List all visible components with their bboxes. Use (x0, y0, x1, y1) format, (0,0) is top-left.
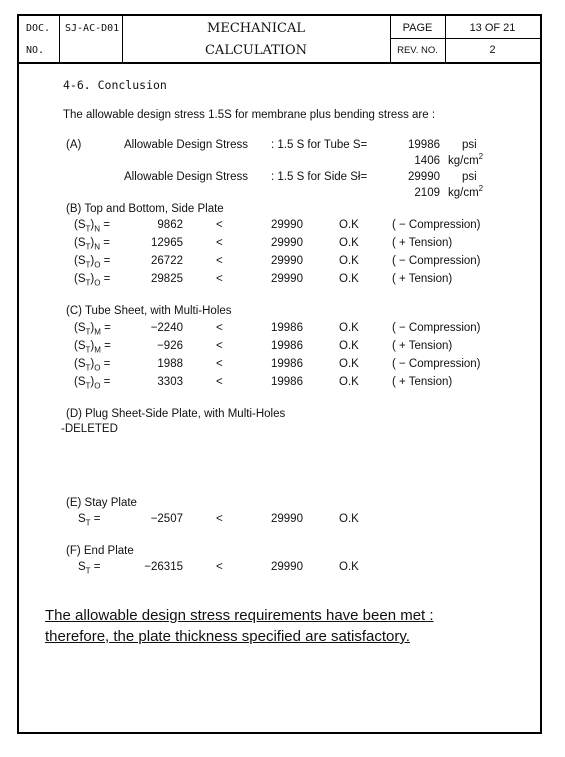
conclusion-line-2: therefore, the plate thickness specified are satisfactory. (45, 628, 410, 645)
stress-value: 3303 (157, 376, 183, 388)
doc-label-2: NO. (26, 44, 45, 56)
less-than-operator: < (216, 358, 223, 370)
stress-description: Allowable Design Stress (124, 171, 249, 183)
limit-value: 29990 (271, 255, 303, 267)
stress-rule: : 1.5 S for Tube S= (271, 139, 368, 151)
kg-unit: $kg/cm^2$ (448, 152, 484, 167)
stress-symbol: $(S_T)_N$ = (74, 237, 110, 252)
less-than-operator: < (216, 255, 223, 267)
ok-status: O.K (339, 237, 359, 249)
stress-value: 26722 (151, 255, 183, 267)
doc-number: SJ-AC-D01 (65, 22, 120, 34)
stress-note: ( − Compression) (392, 219, 481, 231)
stress-rule: : 1.5 S for Side Sł= (271, 171, 368, 183)
stress-note: ( − Compression) (392, 322, 481, 334)
ok-status: O.K (339, 358, 359, 370)
stress-value: 1988 (157, 358, 183, 370)
stress-description: Allowable Design Stress (124, 139, 249, 151)
document-frame (17, 14, 542, 734)
stress-note: ( − Compression) (392, 358, 481, 370)
conclusion-line-1: The allowable design stress requirements have been met : (45, 607, 434, 624)
section-f-title: (F) End Plate (66, 545, 134, 557)
ok-status: O.K (339, 255, 359, 267)
header-title-line-1: MECHANICAL (207, 20, 305, 36)
limit-value: 19986 (271, 322, 303, 334)
limit-value: 29990 (271, 219, 303, 231)
stress-symbol: $S_T$ = (78, 561, 101, 576)
stress-note: ( − Compression) (392, 255, 481, 267)
doc-label-1: DOC. (26, 22, 51, 34)
limit-value: 29990 (271, 237, 303, 249)
stress-note: ( + Tension) (392, 376, 453, 388)
stress-value: −926 (157, 340, 183, 352)
stress-symbol: $(S_T)_O$ = (74, 273, 111, 288)
limit-value: 19986 (271, 358, 303, 370)
less-than-operator: < (216, 340, 223, 352)
less-than-operator: < (216, 322, 223, 334)
limit-value: 29990 (271, 561, 303, 573)
revision-value: 2 (489, 44, 496, 56)
section-a-label: (A) (66, 139, 82, 151)
intro-text: The allowable design stress 1.5S for membrane plus bending stress are : (63, 109, 436, 121)
stress-value: 9862 (157, 219, 183, 231)
stress-note: ( + Tension) (392, 237, 453, 249)
revision-label: REV. NO. (397, 44, 438, 56)
stress-psi-value: 19986 (408, 139, 440, 151)
limit-value: 19986 (271, 340, 303, 352)
kg-unit: $kg/cm^2$ (448, 184, 484, 199)
stress-note: ( + Tension) (392, 340, 453, 352)
limit-value: 19986 (271, 376, 303, 388)
section-e-title: (E) Stay Plate (66, 497, 137, 509)
stress-note: ( + Tension) (392, 273, 453, 285)
ok-status: O.K (339, 322, 359, 334)
stress-kg-value: 2109 (414, 187, 440, 199)
less-than-operator: < (216, 376, 223, 388)
psi-unit: psi (462, 139, 477, 151)
section-title: 4-6. Conclusion (63, 78, 167, 92)
stress-symbol: $S_T$ = (78, 513, 101, 528)
ok-status: O.K (339, 376, 359, 388)
stress-value: 29825 (151, 273, 183, 285)
less-than-operator: < (216, 273, 223, 285)
ok-status: O.K (339, 513, 359, 525)
stress-value: 12965 (151, 237, 183, 249)
ok-status: O.K (339, 340, 359, 352)
stress-symbol: $(S_T)_O$ = (74, 376, 111, 391)
stress-value: −26315 (144, 561, 183, 573)
less-than-operator: < (216, 513, 223, 525)
stress-symbol: $(S_T)_O$ = (74, 358, 111, 373)
stress-psi-value: 29990 (408, 171, 440, 183)
document-header (19, 16, 540, 64)
stress-value: −2507 (150, 513, 183, 525)
less-than-operator: < (216, 219, 223, 231)
stress-symbol: $(S_T)_M$ = (74, 322, 111, 337)
ok-status: O.K (339, 273, 359, 285)
stress-symbol: $(S_T)_N$ = (74, 219, 110, 234)
ok-status: O.K (339, 219, 359, 231)
header-title-line-2: CALCULATION (204, 42, 308, 58)
stress-kg-value: 1406 (414, 155, 440, 167)
stress-symbol: $(S_T)_O$ = (74, 255, 111, 270)
section-d-note: -DELETED (61, 423, 118, 435)
limit-value: 29990 (271, 513, 303, 525)
less-than-operator: < (216, 561, 223, 573)
psi-unit: psi (462, 171, 477, 183)
page-label: PAGE (402, 21, 433, 34)
stress-value: −2240 (150, 322, 183, 334)
less-than-operator: < (216, 237, 223, 249)
section-c-title: (C) Tube Sheet, with Multi-Holes (66, 305, 232, 317)
limit-value: 29990 (271, 273, 303, 285)
stress-symbol: $(S_T)_M$ = (74, 340, 111, 355)
ok-status: O.K (339, 561, 359, 573)
page-value: 13 OF 21 (469, 21, 516, 34)
section-b-title: (B) Top and Bottom, Side Plate (66, 203, 224, 215)
section-d-title: (D) Plug Sheet-Side Plate, with Multi-Holes (66, 408, 286, 420)
